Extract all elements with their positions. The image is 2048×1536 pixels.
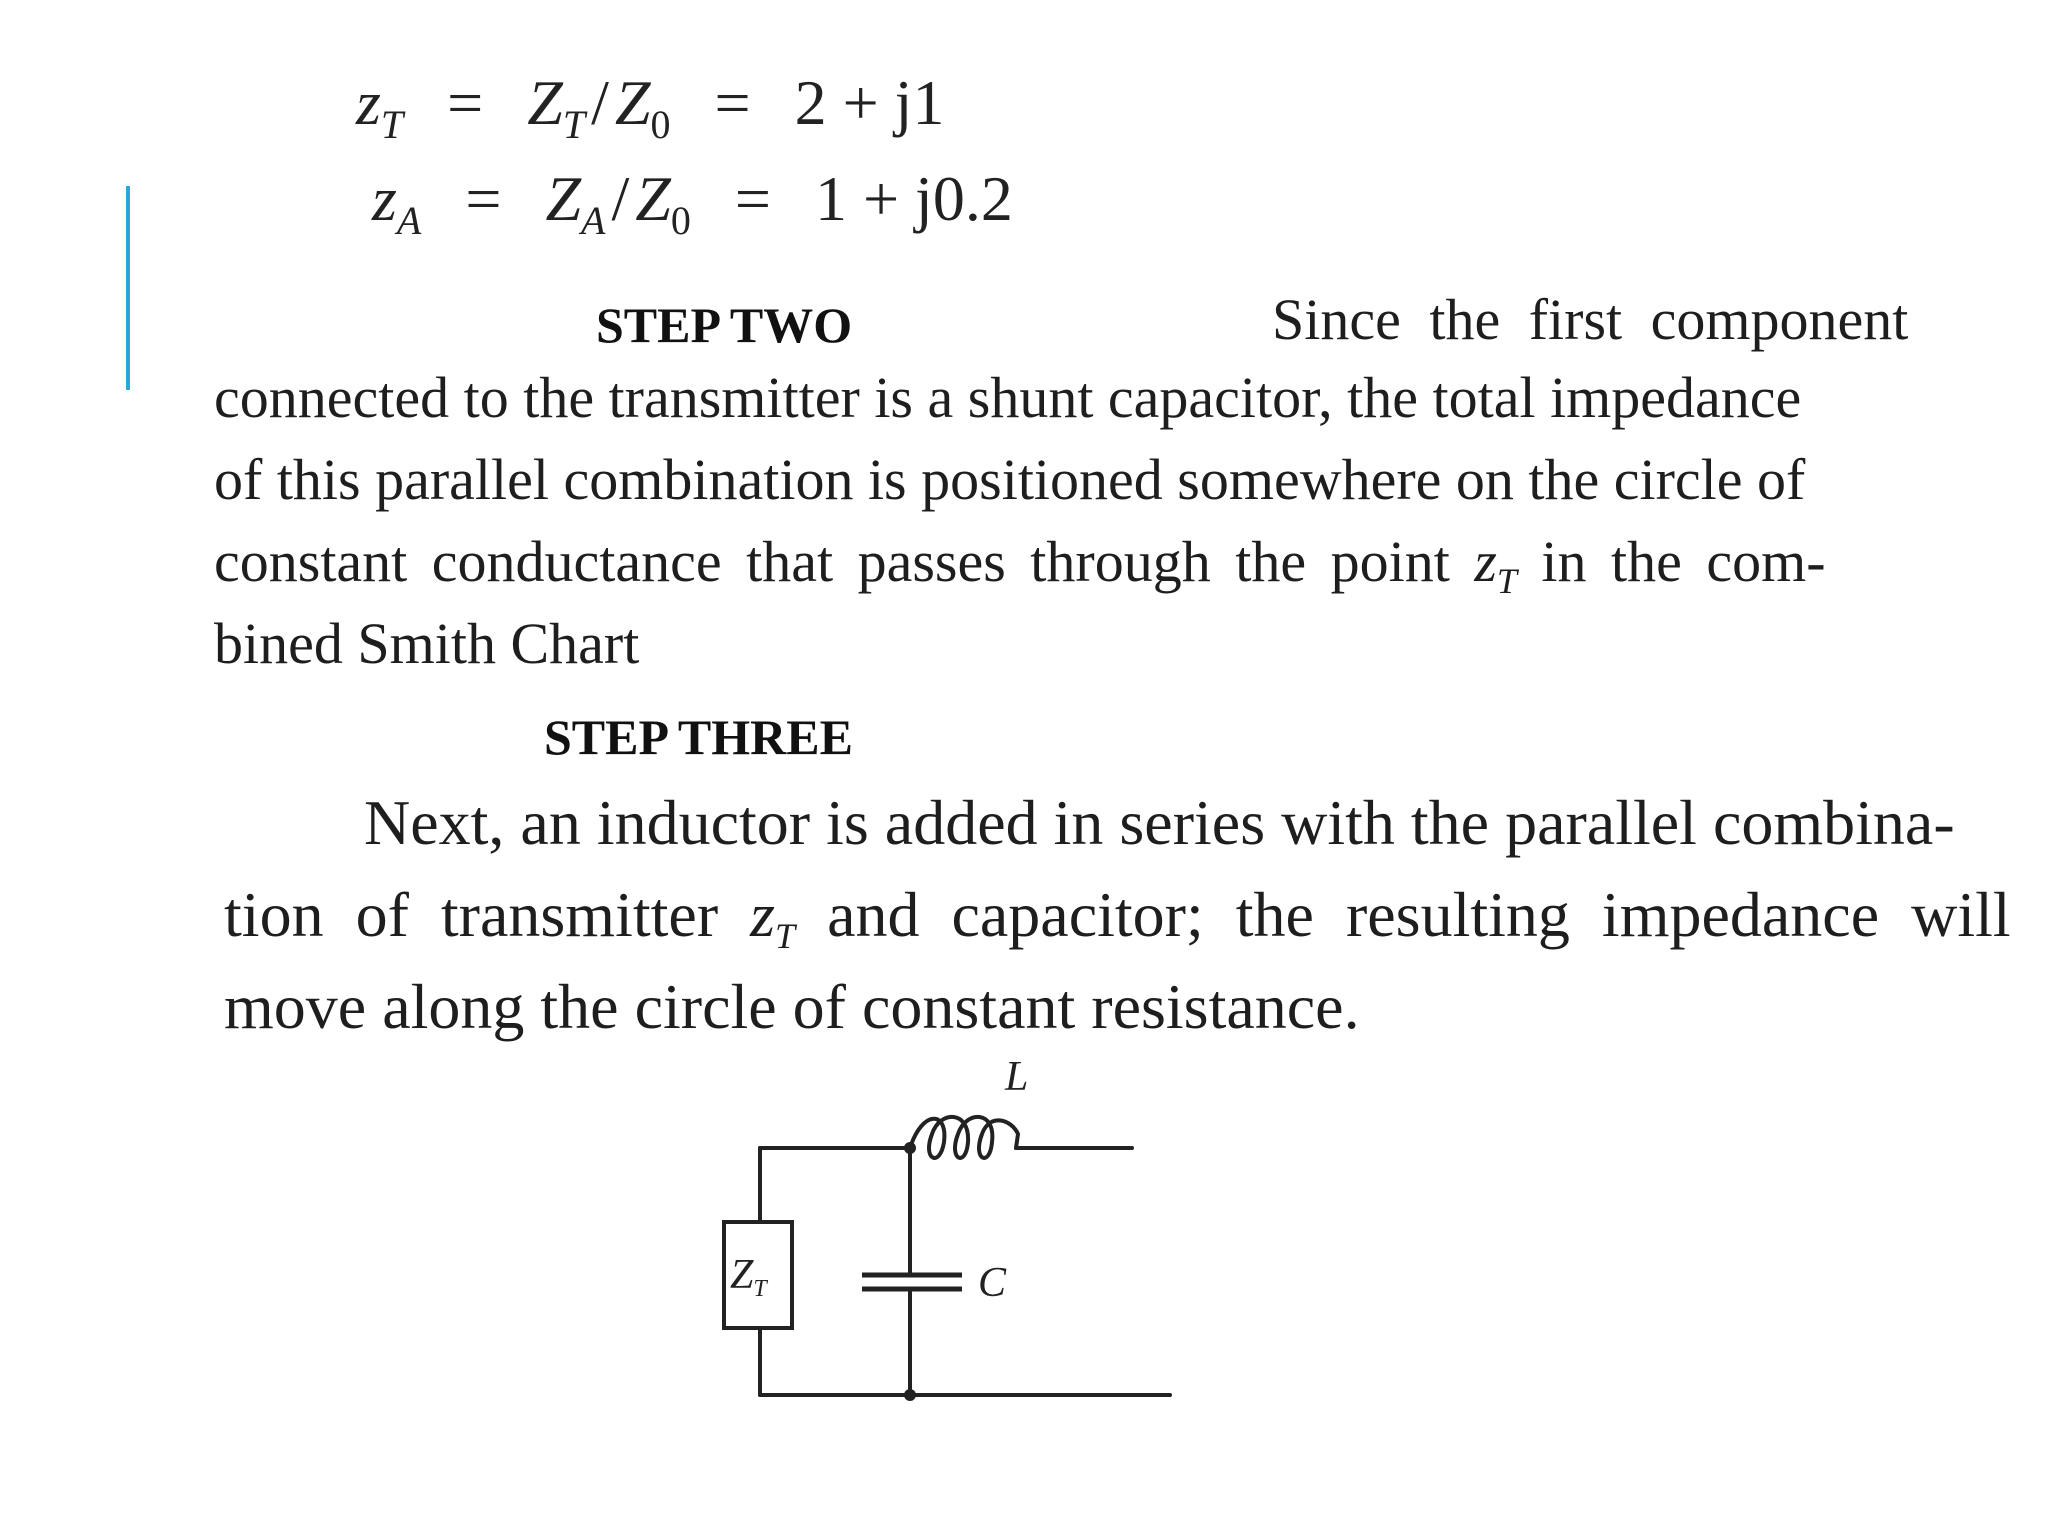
junction-bottom xyxy=(904,1389,916,1401)
zt-value: 2 + j1 xyxy=(794,67,945,138)
inductor-coil xyxy=(910,1117,1018,1158)
junction-top xyxy=(904,1142,916,1154)
equation-za: $z_A = Z_A/Z_0 = 1 + j0.2$ xyxy=(372,163,1013,243)
capacitor-label: C xyxy=(978,1260,1007,1306)
step-three-line-1: Next, an inductor is added in series with the parallel combina- xyxy=(364,787,1955,858)
accent-bar xyxy=(126,186,130,390)
step-two-line-3: of this parallel combination is positioned somewhere on the circle of xyxy=(214,447,1806,512)
inductor-label: L xyxy=(1005,1054,1029,1100)
step-three-heading: STEP THREE xyxy=(544,709,853,765)
step-three-line-2: tion of transmitter $z_T$ and capacitor; the resulting impedance will xyxy=(224,879,2011,956)
equation-zt: $z_T = Z_T/Z_0 = 2 + j1$ xyxy=(356,67,945,147)
step-two-line-4: constant conductance that passes through the point $z_T$ in the com- xyxy=(214,529,1826,601)
step-two-heading: STEP TWO xyxy=(596,297,853,353)
step-two-line-1: Since the first component xyxy=(1272,287,1909,352)
circuit-diagram xyxy=(700,1050,1180,1430)
step-two-line-5: bined Smith Chart xyxy=(214,611,640,676)
za-value: 1 + j0.2 xyxy=(814,163,1013,234)
load-label: ZT xyxy=(730,1252,767,1302)
step-two-line-2: connected to the transmitter is a shunt capacitor, the total impedance xyxy=(214,365,1802,430)
step-three-line-3: move along the circle of constant resistance. xyxy=(224,971,1360,1042)
